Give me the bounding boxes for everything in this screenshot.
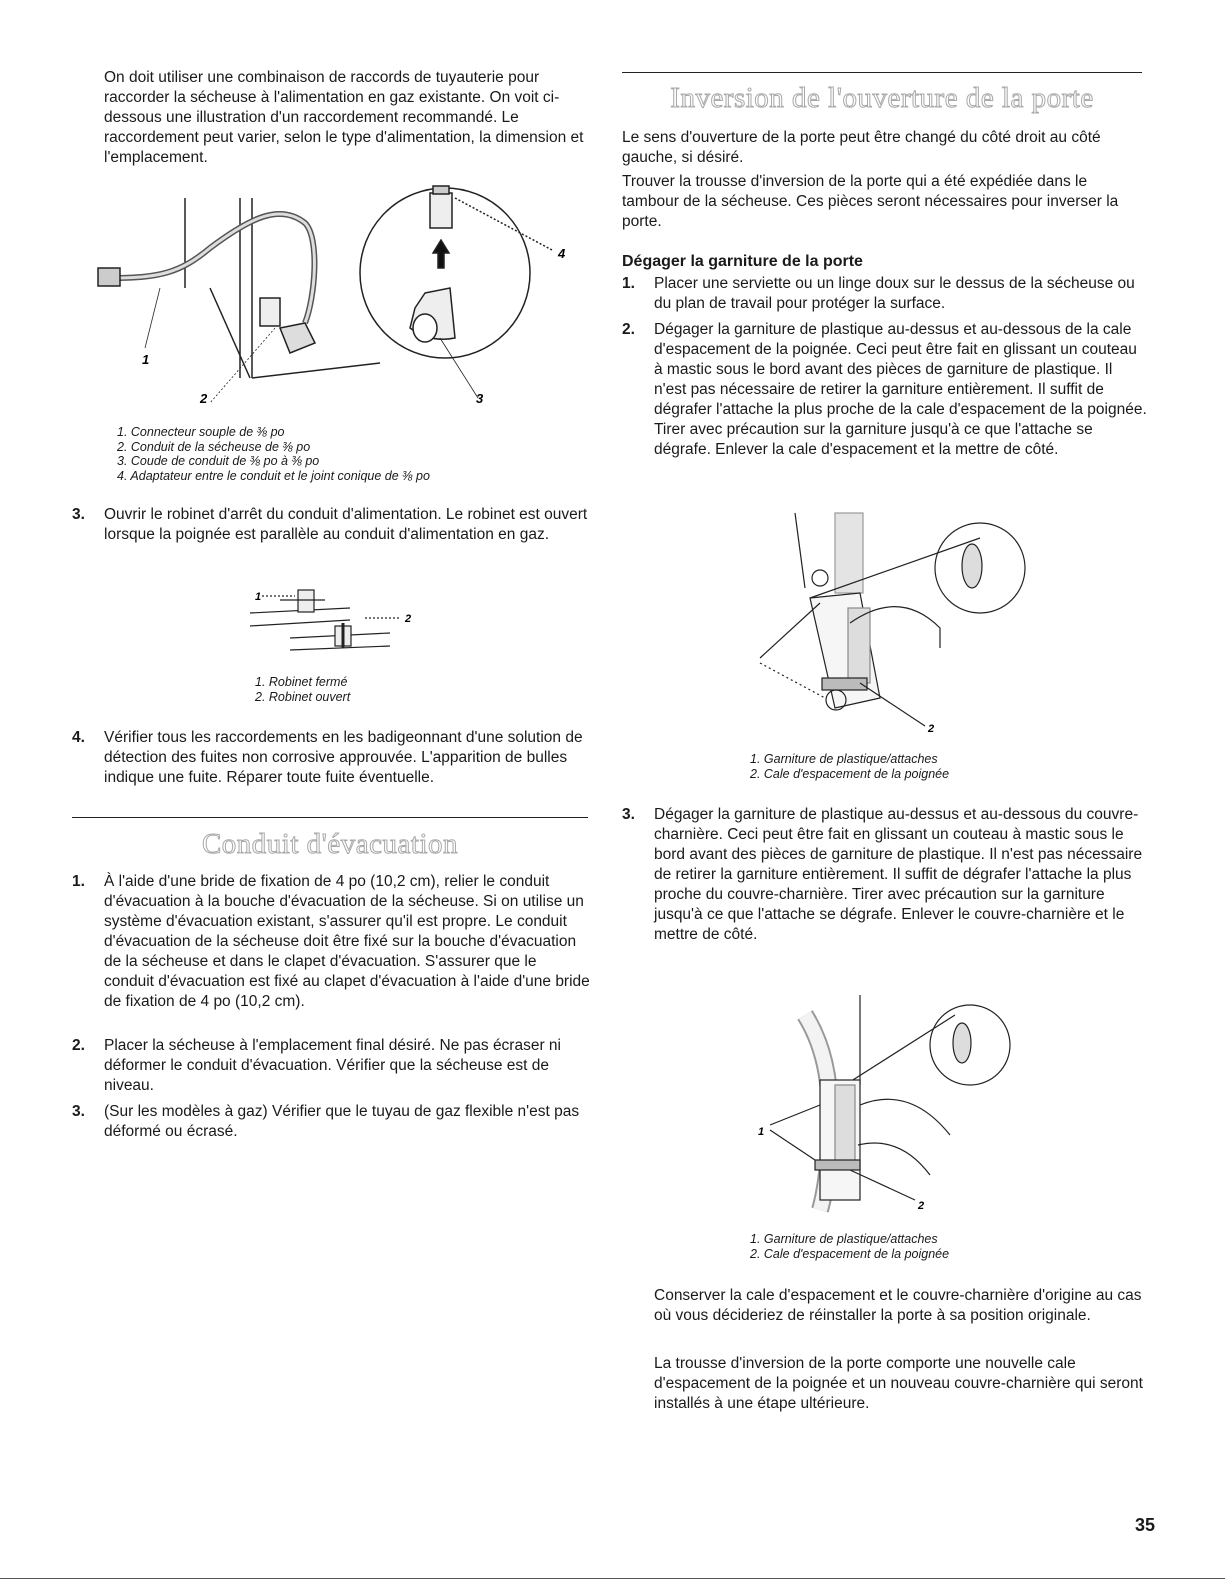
intro-paragraph: On doit utiliser une combinaison de raccords de tuyauterie pour raccorder la sécheuse à l'alimentation en gaz existante. On voit ci-dessous une illustration d'un raccordement recommandé. Le raccordement peut varier, selon le type d'alimentation, la dimension et l'emplacement.	[104, 69, 584, 166]
door-step-2	[622, 320, 1147, 460]
shutoff-valve-diagram	[250, 578, 430, 658]
caption-line: 1. Connecteur souple de ⅜ po	[117, 425, 285, 439]
step-text: Dégager la garniture de plastique au-dessus et au-dessous de la cale d'espacement de la poignée. Ceci peut être fait en glissant un couteau à mastic sous le bord avant des pièces de garniture de plastique. Il n'est pas nécessaire de retirer la garniture entièrement. Il suffit de dégrafer l'attache la plus proche de la cale d'espacement de la poignée. Tirer avec précaution sur la garniture jusqu'à ce que l'attache se dégrafe. Enlever la cale d'espacement et la mettre de côté.	[654, 321, 1147, 458]
caption-line: 1. Garniture de plastique/attaches	[750, 1232, 938, 1246]
exhaust-step-3	[72, 1102, 590, 1142]
door-paragraph-2: Trouver la trousse d'inversion de la porte qui a été expédiée dans le tambour de la sécheuse. Ces pièces seront nécessaires pour inverser la porte.	[622, 173, 1119, 230]
step-number: 3.	[72, 1103, 85, 1120]
caption-line: 2. Cale d'espacement de la poignée	[750, 766, 950, 781]
fig2-label-2: 2	[405, 613, 412, 625]
fig1-label-2: 2	[200, 391, 208, 406]
fig4-label-2: 2	[918, 1200, 925, 1212]
step-number: 2.	[72, 1037, 85, 1054]
step-text: À l'aide d'une bride de fixation de 4 po (10,2 cm), relier le conduit d'évacuation à la bouche d'évacuation de la sécheuse. Si on utilise un système d'évacuation existant, s'assurer qu'il est propre. Le conduit d'évacuation de la sécheuse doit être fixé sur la bouche d'évacuation de la sécheuse et dans le clapet d'évacuation. S'assurer que le conduit d'évacuation est fixé au clapet d'évacuation à l'aide d'une bride de fixation de 4 po (10,2 cm).	[104, 873, 590, 1010]
step-number: 3.	[72, 506, 85, 523]
fig1-caption	[117, 425, 430, 483]
fig3-caption	[750, 752, 949, 781]
fig4-caption	[750, 1232, 949, 1261]
page-bottom-rule	[0, 1578, 1225, 1579]
step-text: (Sur les modèles à gaz) Vérifier que le tuyau de gaz flexible n'est pas déformé ou écrasé.	[104, 1103, 580, 1140]
step-text: Vérifier tous les raccordements en les badigeonnant d'une solution de détection des fuites non corrosive approuvée. L'apparition de bulles indique une fuite. Réparer toute fuite éventuelle.	[104, 729, 583, 786]
page-number: 35	[1134, 1515, 1155, 1535]
exhaust-step-1	[72, 872, 590, 1012]
caption-line: 3. Coude de conduit de ⅜ po à ⅜ po	[117, 454, 320, 468]
gas-step-3	[72, 505, 590, 545]
step-number: 1.	[72, 873, 85, 890]
caption-line: 2. Cale d'espacement de la poignée	[750, 1246, 950, 1261]
fig1-label-1: 1	[142, 352, 150, 367]
step-number: 4.	[72, 729, 85, 746]
fig1-label-4: 4	[558, 246, 566, 261]
fig2-caption	[255, 675, 350, 704]
step-text: Dégager la garniture de plastique au-dessus et au-dessous du couvre-charnière. Ceci peut être fait en glissant un couteau à mastic sous le bord avant des pièces de garniture de plastique. Il n'est pas nécessaire de retirer la garniture entièrement. Il suffit de dégrafer l'attache la plus proche du couvre-charnière. Tirer avec précaution sur la garniture jusqu'à ce que l'attache se dégrafe. Enlever le couvre-charnière et le mettre de côté.	[654, 806, 1143, 943]
fig3-label-2: 2	[928, 723, 935, 735]
step-number: 1.	[622, 275, 635, 292]
door-section-title: Inversion de l'ouverture de la porte	[670, 82, 1094, 114]
step-text: Placer la sécheuse à l'emplacement final désiré. Ne pas écraser ni déformer le conduit d'évacuation. Vérifier que la sécheuse est de niveau.	[104, 1037, 561, 1094]
caption-line: 2. Conduit de la sécheuse de ⅜ po	[117, 439, 311, 454]
exhaust-section-title: Conduit d'évacuation	[201, 828, 459, 860]
gas-step-4	[72, 728, 590, 788]
caption-line: 2. Robinet ouvert	[255, 689, 351, 704]
door-paragraph-4: La trousse d'inversion de la porte comporte une nouvelle cale d'espacement de la poignée et un nouveau couvre-charnière qui seront installés à une étape ultérieure.	[654, 1355, 1143, 1412]
caption-line: 1. Garniture de plastique/attaches	[750, 752, 938, 766]
hinge-cover-diagram	[750, 995, 1030, 1215]
fig2-label-1: 1	[255, 591, 262, 603]
caption-line: 4. Adaptateur entre le conduit et le joint conique de ⅜ po	[117, 468, 430, 483]
fig1-label-3: 3	[476, 391, 484, 406]
caption-line: 1. Robinet fermé	[255, 675, 348, 689]
exhaust-step-2	[72, 1036, 590, 1096]
door-paragraph-3: Conserver la cale d'espacement et le couvre-charnière d'origine au cas où vous décideriez de réinstaller la porte à sa position originale.	[654, 1287, 1142, 1324]
section-divider	[72, 817, 588, 818]
door-step-3	[622, 805, 1147, 945]
door-subheading: Dégager la garniture de la porte	[622, 253, 863, 270]
step-number: 2.	[622, 321, 635, 338]
section-divider	[622, 72, 1142, 73]
fig4-label-1: 1	[758, 1126, 765, 1138]
step-text: Placer une serviette ou un linge doux sur le dessus de la sécheuse ou du plan de travail pour protéger la surface.	[654, 275, 1135, 312]
door-step-1	[622, 274, 1147, 314]
step-number: 3.	[622, 806, 635, 823]
handle-spacer-diagram	[740, 508, 1040, 738]
door-paragraph-1: Le sens d'ouverture de la porte peut être changé du côté droit au côté gauche, si désiré.	[622, 129, 1101, 166]
step-text: Ouvrir le robinet d'arrêt du conduit d'alimentation. Le robinet est ouvert lorsque la poignée est parallèle au conduit d'alimentation en gaz.	[104, 506, 588, 543]
gas-connection-diagram	[90, 178, 590, 408]
